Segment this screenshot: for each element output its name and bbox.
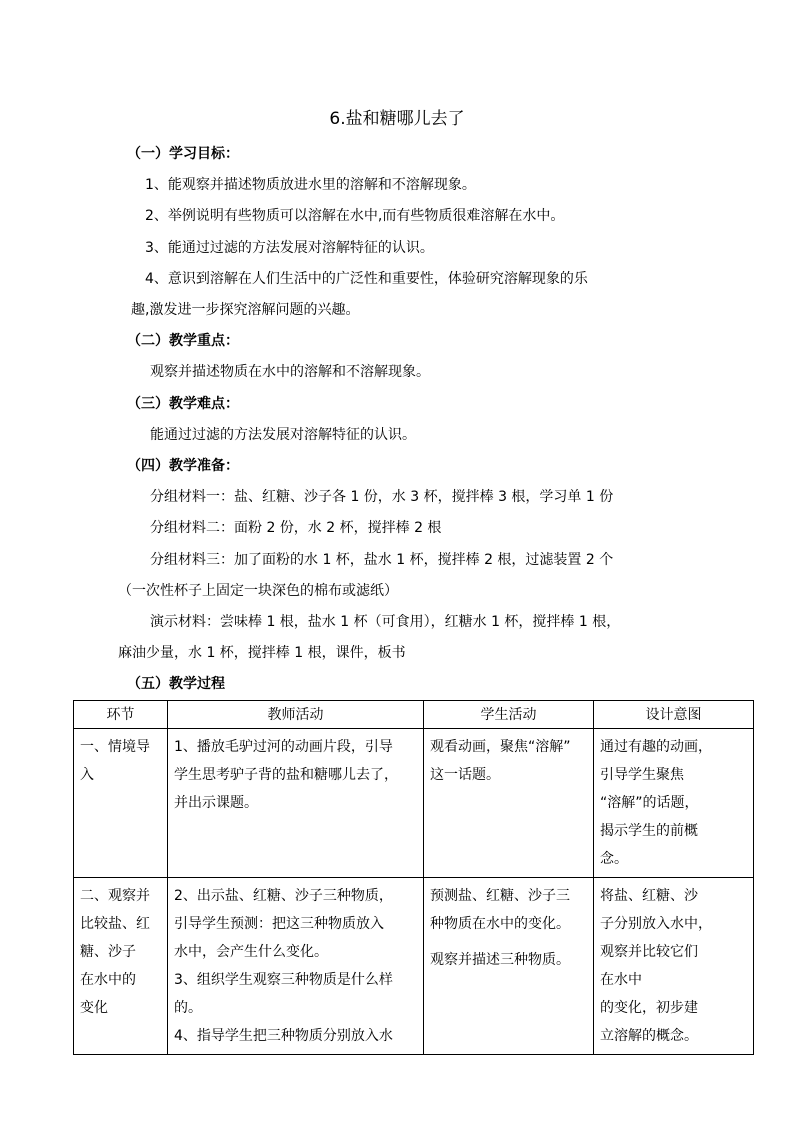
objective-item-continued: 趣,激发进一步探究溶解问题的兴趣。 [131, 302, 360, 318]
column-header-intent: 设计意图 [594, 701, 754, 729]
column-header-student: 学生活动 [424, 701, 594, 729]
section-heading-key-points: （二）教学重点： [127, 333, 239, 349]
student-activity-cell: 预测盐、红糖、沙子三 种物质在水中的变化。 观察并描述三种物质。 [424, 878, 594, 1055]
preparation-line: 分组材料一：盐、红糖、沙子各 1 份，水 3 杯，搅拌棒 3 根，学习单 1 份 [150, 489, 614, 505]
table-row [74, 878, 754, 1055]
section-heading-objectives: （一）学习目标： [127, 146, 239, 162]
preparation-line: （一次性杯子上固定一块深色的棉布或滤纸） [118, 583, 398, 599]
objective-item: 4、意识到溶解在人们生活中的广泛性和重要性，体验研究溶解现象的乐 [145, 271, 588, 287]
stage-cell: 一、情境导 入 [74, 729, 168, 878]
teacher-activity-cell: 2、出示盐、红糖、沙子三种物质， 引导学生预测：把这三种物质放入 水中，会产生什么变化。 3、组织学生观察三种物质是什么样 的。 4、指导学生把三种物质分别放入水 [168, 878, 424, 1055]
document-title: 6.盐和糖哪儿去了 [329, 109, 465, 129]
column-header-teacher: 教师活动 [168, 701, 424, 729]
stage-cell: 二、观察并 比较盐、红 糖、沙子 在水中的 变化 [74, 878, 168, 1055]
preparation-line: 演示材料：尝味棒 1 根，盐水 1 杯（可食用），红糖水 1 杯，搅拌棒 1 根， [150, 614, 621, 630]
table-header-row [74, 701, 754, 729]
teacher-activity-cell: 1、播放毛驴过河的动画片段，引导 学生思考驴子背的盐和糖哪儿去了， 并出示课题。 [168, 729, 424, 878]
section-heading-preparation: （四）教学准备： [127, 458, 239, 474]
preparation-line: 麻油少量，水 1 杯，搅拌棒 1 根，课件，板书 [118, 645, 406, 661]
preparation-line: 分组材料二：面粉 2 份，水 2 杯，搅拌棒 2 根 [150, 520, 442, 536]
student-activity-cell: 观看动画，聚焦“溶解” 这一话题。 [424, 729, 594, 878]
preparation-line: 分组材料三：加了面粉的水 1 杯，盐水 1 杯，搅拌棒 2 根，过滤装置 2 个 [150, 552, 614, 568]
design-intent-cell: 将盐、红糖、沙 子分别放入水中， 观察并比较它们 在水中 的变化，初步建 立溶解的概念。 [594, 878, 754, 1055]
objective-item: 1、能观察并描述物质放进水里的溶解和不溶解现象。 [145, 177, 476, 193]
table-row [74, 729, 754, 878]
key-points-text: 观察并描述物质在水中的溶解和不溶解现象。 [150, 364, 430, 380]
objective-item: 3、能通过过滤的方法发展对溶解特征的认识。 [145, 240, 434, 256]
column-header-stage: 环节 [74, 701, 168, 729]
section-heading-difficulties: （三）教学难点： [127, 396, 239, 412]
design-intent-cell: 通过有趣的动画， 引导学生聚焦 “溶解”的话题， 揭示学生的前概 念。 [594, 729, 754, 878]
difficulties-text: 能通过过滤的方法发展对溶解特征的认识。 [150, 427, 416, 443]
objective-item: 2、举例说明有些物质可以溶解在水中,而有些物质很难溶解在水中。 [145, 208, 565, 224]
teaching-process-table [73, 700, 754, 1055]
section-heading-process: （五）教学过程 [127, 676, 225, 692]
